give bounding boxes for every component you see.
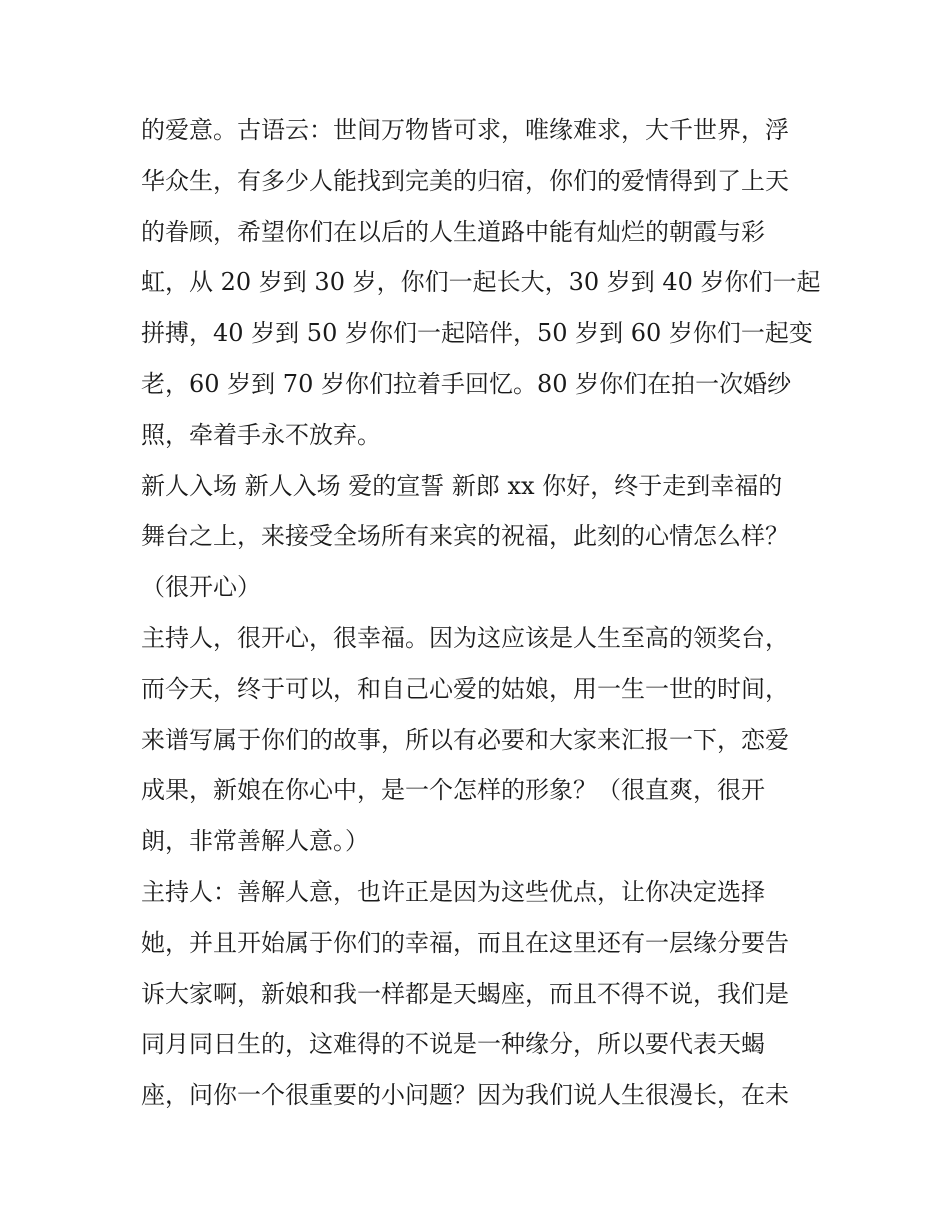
text-line: 朗，非常善解人意。） [141,827,369,856]
text-line: 成果，新娘在你心中，是一个怎样的形象？（很直爽，很开 [141,776,765,805]
text-line: 诉大家啊，新娘和我一样都是天蝎座，而且不得不说，我们是 [141,979,789,1008]
text-line: 而今天，终于可以，和自己心爱的姑娘，用一生一世的时间， [141,674,789,703]
text-line: 舞台之上，来接受全场所有来宾的祝福，此刻的心情怎么样？ [141,522,789,551]
text-line: 座，问你一个很重要的小问题？因为我们说人生很漫长，在未 [141,1081,789,1110]
text-line: 主持人：善解人意，也许正是因为这些优点，让你决定选择 [141,877,765,906]
body-text [141,105,821,1121]
text-line: 的爱意。古语云：世间万物皆可求，唯缘难求，大千世界，浮 [141,116,789,144]
text-line: 虹，从 20 岁到 30 岁，你们一起长大，30 岁到 40 岁你们一起 [141,268,821,297]
text-line: 拼搏，40 岁到 50 岁你们一起陪伴，50 岁到 60 岁你们一起变 [141,319,813,348]
text-line: （很开心） [141,573,261,602]
text-line: 华众生，有多少人能找到完美的归宿，你们的爱情得到了上天 [141,166,789,195]
text-line: 的眷顾，希望你们在以后的人生道路中能有灿烂的朝霞与彩 [141,217,765,246]
text-line: 照，牵着手永不放弃。 [141,420,381,449]
text-line: 主持人，很开心，很幸福。因为这应该是人生至高的领奖台， [141,623,789,652]
text-line: 老，60 岁到 70 岁你们拉着手回忆。80 岁你们在拍一次婚纱 [141,369,792,398]
text-line: 来谱写属于你们的故事，所以有必要和大家来汇报一下，恋爱 [141,725,789,754]
text-line: 她，并且开始属于你们的幸福，而且在这里还有一层缘分要告 [141,928,789,957]
text-line: 同月同日生的，这难得的不说是一种缘分，所以要代表天蝎 [141,1030,765,1059]
text-line: 新人入场 新人入场 爱的宣誓 新郎 xx 你好，终于走到幸福的 [141,471,783,500]
